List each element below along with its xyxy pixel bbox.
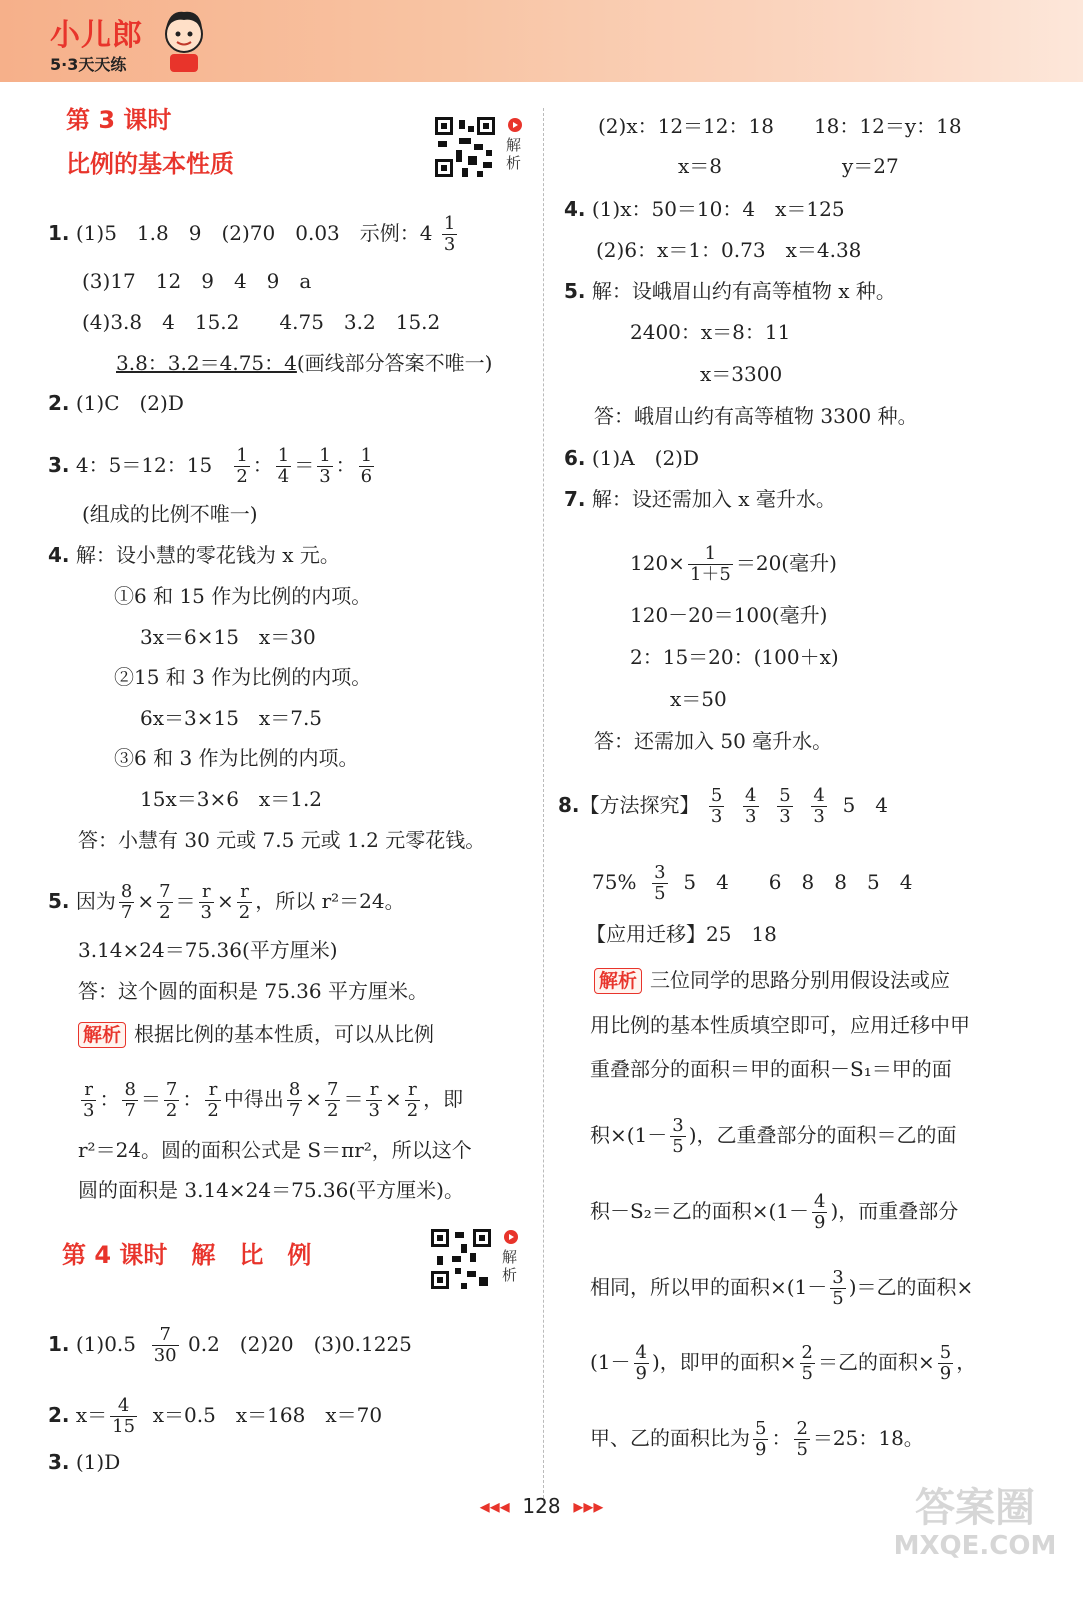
column-divider xyxy=(543,108,544,1503)
brand-series: 5·3天天练 xyxy=(50,55,127,74)
q7-line-3: 120－20＝100(毫升) xyxy=(630,603,828,627)
q7-line-6: 答：还需加入 50 毫升水。 xyxy=(594,729,833,753)
q8-line-1: 8.【方法探究】 $\frac{5}{3}$ $\frac{4}{3}$ $\frac{5}{3}$ $\frac{4}{3}$ 5 4 xyxy=(558,785,889,827)
play-icon xyxy=(508,118,522,132)
q1-line-1: 1. (1)5 1.8 9 (2)70 0.03 示例：4 $\frac{1}{3}$ xyxy=(48,213,456,255)
q5-line-1: 5. 因为 $\frac{8}{7}$ × $\frac{7}{2}$ ＝ $\frac{r}{3}$ × $\frac{r}{2}$ ，所以 r²＝24。 xyxy=(48,881,405,923)
watermark-site: MXQE.COM xyxy=(893,1531,1057,1561)
s4-q3: 3. (1)D xyxy=(48,1450,121,1474)
q1-line-2: (3)17 12 9 4 9 a xyxy=(82,269,312,293)
q2: 2. (1)C (2)D xyxy=(48,391,184,415)
play-icon xyxy=(504,1230,518,1244)
q1-line-4: 3.8：3.2＝4.75：4(画线部分答案不唯一) xyxy=(116,351,493,375)
q7-line-4: 2：15＝20：(100＋x) xyxy=(630,645,839,669)
q4-line-4: ②15 和 3 作为比例的内项。 xyxy=(114,665,372,689)
q7-line-2: 120× $\frac{1}{1+5}$ ＝20(毫升) xyxy=(630,543,837,585)
q8-line-3: 【应用迁移】25 18 xyxy=(586,922,777,946)
q6: 6. (1)A (2)D xyxy=(564,446,700,470)
q1-line-3: (4)3.8 4 15.2 4.75 3.2 15.2 xyxy=(82,310,441,334)
q5-line-4: 答：峨眉山约有高等植物 3300 种。 xyxy=(594,404,918,428)
q5-line-1: 5. 解：设峨眉山约有高等植物 x 种。 xyxy=(564,279,896,303)
analysis-line-3: 重叠部分的面积＝甲的面积－S₁＝甲的面 xyxy=(590,1057,952,1081)
q3-note: (组成的比例不唯一) xyxy=(82,502,258,526)
q4-line-1: 4. 解：设小慧的零花钱为 x 元。 xyxy=(48,543,340,567)
analysis-line-3: r²＝24。圆的面积公式是 S＝πr²，所以这个 xyxy=(78,1138,472,1162)
r-line-2: x＝8 y＝27 xyxy=(678,154,899,178)
analysis-line-7: (1－ $\frac{4}{9}$ )，即甲的面积× $\frac{2}{5}$ ＝乙的面积× $\frac{5}{9}$ ， xyxy=(590,1342,977,1384)
q4-line-2: (2)6：x＝1：0.73 x＝4.38 xyxy=(596,238,862,262)
prev-arrows-icon[interactable]: ◂◂◂ xyxy=(479,1494,510,1518)
analysis-line-1: 解析 根据比例的基本性质，可以从比例 xyxy=(78,1022,434,1048)
mascot-icon xyxy=(160,8,208,74)
section-3-title: 第 3 课时 xyxy=(66,106,172,134)
q8-line-2: 75% $\frac{3}{5}$ 5 4 6 8 8 5 4 xyxy=(592,862,913,904)
q4-line-1: 4. (1)x：50＝10：4 x＝125 xyxy=(564,197,845,221)
page-number: 128 xyxy=(522,1494,561,1518)
watermark-text: 答案圈 xyxy=(915,1485,1035,1531)
header-bar xyxy=(0,0,1083,82)
analysis-tag: 解析 xyxy=(78,1022,126,1048)
analysis-line-5: 积－S₂＝乙的面积×(1－ $\frac{4}{9}$ )，而重叠部分 xyxy=(590,1191,959,1233)
s4-q2: 2. x＝ $\frac{4}{15}$ x＝0.5 x＝168 x＝70 xyxy=(48,1395,383,1437)
analysis-line-4: 积×(1－ $\frac{3}{5}$ )，乙重叠部分的面积＝乙的面 xyxy=(590,1115,957,1157)
analysis-line-4: 圆的面积是 3.14×24＝75.36(平方厘米)。 xyxy=(78,1178,464,1202)
qr-label: 解析 xyxy=(506,136,522,172)
q5-line-2: 2400：x＝8：11 xyxy=(630,320,791,344)
section-3-subtitle: 比例的基本性质 xyxy=(66,150,234,178)
brand-logo xyxy=(50,10,143,75)
q4-line-6: ③6 和 3 作为比例的内项。 xyxy=(114,746,359,770)
qr-code-icon[interactable] xyxy=(428,1226,494,1292)
q4-line-7: 15x＝3×6 x＝1.2 xyxy=(140,787,323,811)
qr-code-icon[interactable] xyxy=(432,114,498,180)
q5-line-2: 3.14×24＝75.36(平方厘米) xyxy=(78,938,338,962)
q3: 3. 4：5＝12：15 $\frac{1}{2}$ ： $\frac{1}{4}$ ＝ $\frac{1}{3}$ ： $\frac{1}{6}$ xyxy=(48,445,373,487)
q7-line-5: x＝50 xyxy=(670,687,727,711)
r-line-1: (2)x：12＝12：18 18：12＝y：18 xyxy=(598,114,962,138)
analysis-line-8: 甲、乙的面积比为 $\frac{5}{9}$ ： $\frac{2}{5}$ ＝25：18。 xyxy=(590,1418,924,1460)
analysis-line-1: 解析 三位同学的思路分别用假设法或应 xyxy=(594,968,950,994)
analysis-line-6: 相同，所以甲的面积×(1－ $\frac{3}{5}$ )＝乙的面积× xyxy=(590,1267,974,1309)
watermark xyxy=(885,1485,1065,1575)
brand-name: 小儿郎 xyxy=(50,18,143,53)
q5-line-3: x＝3300 xyxy=(700,362,783,386)
analysis-tag: 解析 xyxy=(594,968,642,994)
s4-q1: 1. (1)0.5 $\frac{7}{30}$ 0.2 (2)20 (3)0.1225 xyxy=(48,1324,412,1366)
analysis-line-2: $\frac{r}{3}$ ： $\frac{8}{7}$ ＝ $\frac{7}{2}$ ： $\frac{r}{2}$ 中得出 $\frac{8}{7}$ × $\frac{7}{2}$ ＝ $\frac{r}{3}$ × $\frac{r}{2}$ ，即 xyxy=(83,1079,464,1121)
qr-label: 解析 xyxy=(502,1248,518,1284)
fraction: $\frac{1}{3}$ xyxy=(443,213,456,255)
q4-line-5: 6x＝3×15 x＝7.5 xyxy=(140,706,323,730)
q5-line-3: 答：这个圆的面积是 75.36 平方厘米。 xyxy=(78,979,428,1003)
q4-line-3: 3x＝6×15 x＝30 xyxy=(140,625,316,649)
section-4-title: 第 4 课时 解 比 例 xyxy=(62,1241,312,1269)
next-arrows-icon[interactable]: ▸▸▸ xyxy=(573,1494,604,1518)
q4-line-2: ①6 和 15 作为比例的内项。 xyxy=(114,584,372,608)
q7-line-1: 7. 解：设还需加入 x 毫升水。 xyxy=(564,487,836,511)
analysis-line-2: 用比例的基本性质填空即可，应用迁移中甲 xyxy=(590,1013,970,1037)
q4-line-8: 答：小慧有 30 元或 7.5 元或 1.2 元零花钱。 xyxy=(78,828,486,852)
